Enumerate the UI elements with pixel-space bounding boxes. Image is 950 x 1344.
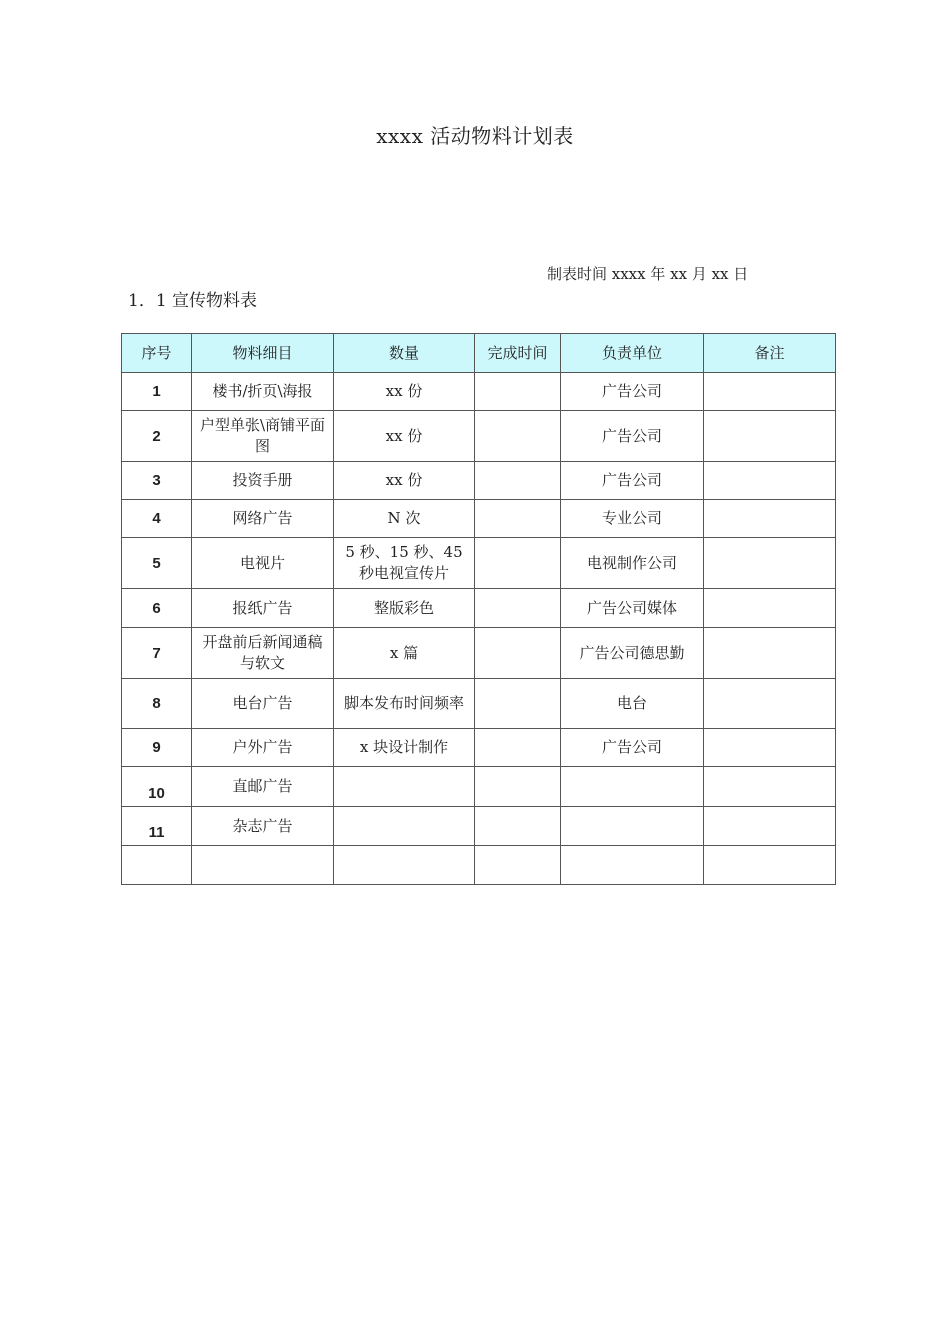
cell-no: 6 [122, 589, 192, 628]
header-no: 序号 [122, 334, 192, 373]
cell-qty: 5 秒、15 秒、45 秒电视宣传片 [334, 538, 475, 589]
cell-unit [561, 846, 704, 885]
cell-unit [561, 767, 704, 807]
cell-item: 杂志广告 [192, 807, 334, 846]
cell-no: 7 [122, 628, 192, 679]
cell-note [704, 846, 836, 885]
cell-qty: 脚本发布时间频率 [334, 679, 475, 729]
cell-time [475, 628, 561, 679]
cell-note [704, 729, 836, 767]
cell-unit: 广告公司 [561, 462, 704, 500]
section-heading: 1．1 宣传物料表 [128, 291, 258, 311]
cell-no: 9 [122, 729, 192, 767]
cell-qty: xx 份 [334, 411, 475, 462]
cell-no [122, 846, 192, 885]
table-header-row [122, 334, 836, 373]
cell-item: 楼书/折页\海报 [192, 373, 334, 411]
cell-note [704, 767, 836, 807]
cell-time [475, 729, 561, 767]
table-row [122, 500, 836, 538]
cell-item: 开盘前后新闻通稿与软文 [192, 628, 334, 679]
cell-qty: x 篇 [334, 628, 475, 679]
cell-time [475, 500, 561, 538]
table-row [122, 679, 836, 729]
header-qty: 数量 [334, 334, 475, 373]
cell-qty: 整版彩色 [334, 589, 475, 628]
cell-item: 电视片 [192, 538, 334, 589]
date-line: 制表时间 xxxx 年 xx 月 xx 日 [547, 265, 749, 283]
cell-unit: 电台 [561, 679, 704, 729]
cell-no: 4 [122, 500, 192, 538]
header-unit: 负责单位 [561, 334, 704, 373]
cell-qty: xx 份 [334, 462, 475, 500]
cell-item: 投资手册 [192, 462, 334, 500]
material-plan-table [121, 333, 836, 885]
cell-unit [561, 807, 704, 846]
cell-unit: 电视制作公司 [561, 538, 704, 589]
cell-unit: 广告公司媒体 [561, 589, 704, 628]
table-row [122, 807, 836, 846]
cell-note [704, 462, 836, 500]
cell-note [704, 373, 836, 411]
cell-unit: 广告公司 [561, 373, 704, 411]
table-row [122, 628, 836, 679]
cell-no: 1 [122, 373, 192, 411]
header-item: 物料细目 [192, 334, 334, 373]
cell-note [704, 538, 836, 589]
cell-time [475, 589, 561, 628]
cell-qty: N 次 [334, 500, 475, 538]
cell-time [475, 462, 561, 500]
table-row [122, 411, 836, 462]
cell-item: 报纸广告 [192, 589, 334, 628]
table-row [122, 373, 836, 411]
cell-no: 10 [122, 767, 192, 807]
header-note: 备注 [704, 334, 836, 373]
cell-note [704, 411, 836, 462]
cell-no: 5 [122, 538, 192, 589]
cell-time [475, 807, 561, 846]
cell-note [704, 628, 836, 679]
cell-note [704, 679, 836, 729]
cell-unit: 广告公司德思勤 [561, 628, 704, 679]
cell-no: 8 [122, 679, 192, 729]
cell-item: 网络广告 [192, 500, 334, 538]
cell-time [475, 846, 561, 885]
table-row [122, 589, 836, 628]
cell-time [475, 538, 561, 589]
cell-item: 直邮广告 [192, 767, 334, 807]
cell-qty: xx 份 [334, 373, 475, 411]
cell-note [704, 807, 836, 846]
cell-qty: x 块设计制作 [334, 729, 475, 767]
cell-unit: 广告公司 [561, 729, 704, 767]
cell-time [475, 373, 561, 411]
table-row [122, 846, 836, 885]
page-title: xxxx 活动物料计划表 [376, 124, 574, 148]
cell-qty [334, 767, 475, 807]
cell-no: 11 [122, 807, 192, 846]
table-row [122, 729, 836, 767]
table-row [122, 538, 836, 589]
cell-item: 电台广告 [192, 679, 334, 729]
cell-qty [334, 846, 475, 885]
header-time: 完成时间 [475, 334, 561, 373]
cell-note [704, 500, 836, 538]
cell-item: 户外广告 [192, 729, 334, 767]
table-row [122, 462, 836, 500]
cell-unit: 广告公司 [561, 411, 704, 462]
cell-item: 户型单张\商铺平面图 [192, 411, 334, 462]
cell-unit: 专业公司 [561, 500, 704, 538]
cell-time [475, 679, 561, 729]
table-row [122, 767, 836, 807]
cell-item [192, 846, 334, 885]
cell-qty [334, 807, 475, 846]
cell-no: 2 [122, 411, 192, 462]
cell-note [704, 589, 836, 628]
cell-time [475, 411, 561, 462]
cell-no: 3 [122, 462, 192, 500]
cell-time [475, 767, 561, 807]
